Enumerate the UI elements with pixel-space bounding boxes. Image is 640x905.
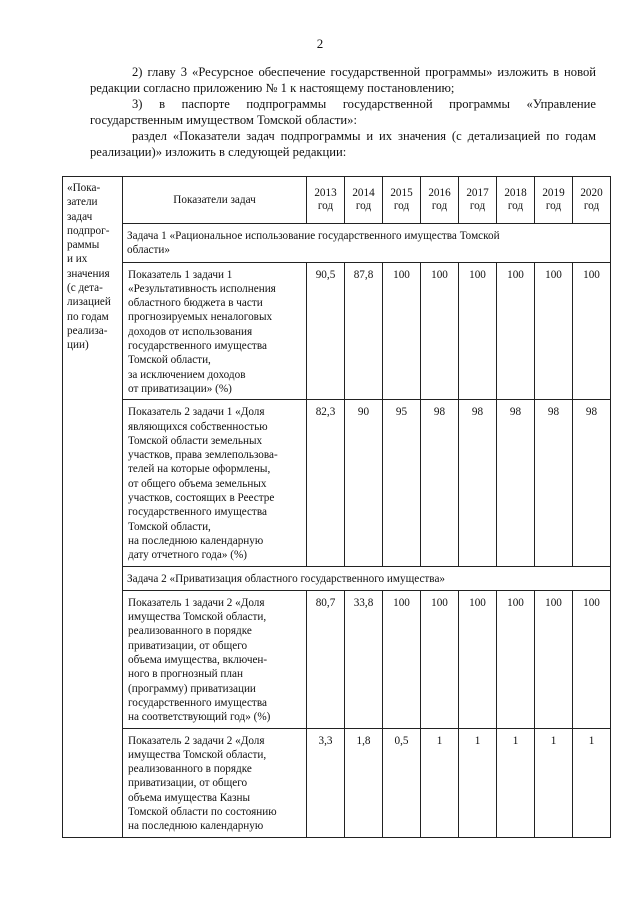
side-label-line: значения: [67, 267, 110, 280]
year-unit: год: [583, 200, 600, 212]
value-cell: 100: [535, 262, 573, 400]
side-label-line: по годам: [67, 310, 109, 323]
indicator-line: имущества Томской области,: [128, 748, 267, 761]
paragraph-text: 3) в паспорте подпрограммы государственной программы «Управление государственным имуществом Томской области»:: [90, 97, 596, 127]
indicator-line: на последнюю календарную: [128, 534, 264, 547]
value-cell: 95: [383, 400, 421, 566]
task-1-title: [123, 224, 611, 263]
year-header: [535, 177, 573, 224]
indicator-line: приватизации, от общего: [128, 777, 248, 790]
task-row: [63, 224, 611, 263]
indicator-line: государственного имущества: [128, 340, 267, 353]
indicator-line: Показатель 1 задачи 1: [128, 268, 233, 281]
year-value: 2016: [428, 186, 451, 199]
indicator-line: Показатель 2 задачи 1 «Доля: [128, 406, 265, 419]
value-cell: 100: [383, 262, 421, 400]
year-unit: год: [545, 200, 562, 212]
value-cell: 87,8: [345, 262, 383, 400]
indicator-line: Показатель 2 задачи 2 «Доля: [128, 734, 265, 747]
indicator-line: Томской области,: [128, 520, 211, 533]
indicator-line: «Результативность исполнения: [128, 282, 276, 295]
indicator-line: прогнозируемых неналоговых: [128, 311, 273, 324]
indicator-line: Томской области земельных: [128, 434, 263, 447]
indicator-line: ного в прогнозный план: [128, 668, 243, 681]
year-value: 2018: [504, 186, 527, 199]
indicator-line: государственного имущества: [128, 696, 267, 709]
year-value: 2013: [314, 186, 337, 199]
indicator-description: [123, 728, 307, 837]
year-header: [307, 177, 345, 224]
indicator-line: Томской области,: [128, 354, 211, 367]
value-cell: 98: [497, 400, 535, 566]
value-cell: 82,3: [307, 400, 345, 566]
indicator-line: объема имущества Казны: [128, 791, 250, 804]
year-unit: год: [469, 200, 486, 212]
table-row: [63, 400, 611, 566]
indicator-line: доходов от использования: [128, 325, 253, 338]
indicator-line: от общего объема земельных: [128, 477, 267, 490]
year-unit: год: [507, 200, 524, 212]
value-cell: 98: [573, 400, 611, 566]
paragraph-section: [90, 128, 596, 160]
value-cell: 0,5: [383, 728, 421, 837]
task-title-line: области»: [127, 244, 170, 257]
value-cell: 1: [535, 728, 573, 837]
table-header-row: [63, 177, 611, 224]
side-label-line: (с дета-: [67, 282, 103, 295]
value-cell: 100: [421, 590, 459, 728]
year-unit: год: [355, 200, 372, 212]
year-value: 2015: [390, 186, 413, 199]
year-value: 2020: [580, 186, 603, 199]
indicator-description: [123, 590, 307, 728]
side-label-line: подпрог-: [67, 224, 110, 237]
side-label-line: и их: [67, 253, 88, 266]
side-label-line: затели: [67, 196, 98, 209]
indicator-line: телей на которые оформлены,: [128, 463, 271, 476]
indicator-line: имущества Томской области,: [128, 611, 267, 624]
side-label-line: ции): [67, 339, 89, 352]
indicator-line: (программу) приватизации: [128, 682, 256, 695]
year-value: 2019: [542, 186, 565, 199]
year-unit: год: [317, 200, 334, 212]
side-label-line: «Пока-: [67, 182, 101, 194]
year-header: [383, 177, 421, 224]
indicator-description: [123, 262, 307, 400]
year-header: [459, 177, 497, 224]
value-cell: 1: [497, 728, 535, 837]
indicator-line: объема имущества, включен-: [128, 654, 268, 667]
value-cell: 100: [383, 590, 421, 728]
paragraph-item-3: [90, 96, 596, 128]
indicator-line: на соответствующий год» (%): [128, 711, 271, 724]
value-cell: 80,7: [307, 590, 345, 728]
year-header: [573, 177, 611, 224]
year-header: [497, 177, 535, 224]
indicator-line: Томской области по состоянию: [128, 805, 277, 818]
indicator-line: государственного имущества: [128, 506, 267, 519]
value-cell: 98: [535, 400, 573, 566]
year-header: [345, 177, 383, 224]
page-number: 2: [316, 36, 324, 51]
value-cell: 100: [497, 262, 535, 400]
value-cell: 100: [459, 590, 497, 728]
indicator-line: от приватизации» (%): [128, 382, 232, 395]
value-cell: 98: [459, 400, 497, 566]
value-cell: 1,8: [345, 728, 383, 837]
indicator-line: приватизации, от общего: [128, 639, 248, 652]
year-value: 2017: [466, 186, 489, 199]
value-cell: 90,5: [307, 262, 345, 400]
table-row: [63, 590, 611, 728]
value-cell: 3,3: [307, 728, 345, 837]
indicators-table: [62, 176, 611, 838]
table-row: [63, 728, 611, 837]
indicator-line: на последнюю календарную: [128, 820, 264, 833]
indicator-line: участков, состоящих в Реестре: [128, 492, 275, 505]
value-cell: 100: [573, 590, 611, 728]
value-cell: 100: [459, 262, 497, 400]
header-indicators: Показатели задач: [123, 177, 307, 224]
value-cell: 100: [421, 262, 459, 400]
year-header: [421, 177, 459, 224]
task-row: [63, 566, 611, 590]
task-title-line: Задача 1 «Рациональное использование государственного имущества Томской: [127, 230, 500, 242]
value-cell: 1: [421, 728, 459, 837]
indicator-line: являющихся собственностью: [128, 420, 268, 433]
side-label-line: реализа-: [67, 324, 108, 337]
indicator-line: реализованного в порядке: [128, 763, 252, 776]
indicator-line: Показатель 1 задачи 2 «Доля: [128, 596, 265, 609]
side-label-line: раммы: [67, 239, 100, 252]
side-label-cell: [63, 177, 123, 838]
paragraph-text: 2) главу 3 «Ресурсное обеспечение государственной программы» изложить в новой редакции согласно приложению № 1 к настоящему постановлению;: [90, 65, 596, 95]
indicator-line: дату отчетного года» (%): [128, 549, 247, 562]
indicator-line: за исключением доходов: [128, 368, 246, 381]
indicator-line: областного бюджета в части: [128, 297, 263, 310]
side-label-line: задач: [67, 210, 93, 223]
table-row: [63, 262, 611, 400]
indicator-line: реализованного в порядке: [128, 625, 252, 638]
value-cell: 100: [535, 590, 573, 728]
task-title-line: Задача 2 «Приватизация областного государственного имущества»: [127, 572, 446, 585]
value-cell: 90: [345, 400, 383, 566]
value-cell: 33,8: [345, 590, 383, 728]
indicator-description: [123, 400, 307, 566]
paragraph-text: раздел «Показатели задач подпрограммы и их значения (с детализацией по годам реализации)» изложить в следующей редакции:: [90, 129, 596, 159]
side-label-line: лизацией: [67, 296, 111, 309]
value-cell: 1: [573, 728, 611, 837]
task-2-title: [123, 566, 611, 590]
year-value: 2014: [352, 186, 375, 199]
value-cell: 100: [573, 262, 611, 400]
value-cell: 98: [421, 400, 459, 566]
year-unit: год: [431, 200, 448, 212]
paragraph-item-2: [90, 64, 596, 96]
year-unit: год: [393, 200, 410, 212]
value-cell: 100: [497, 590, 535, 728]
value-cell: 1: [459, 728, 497, 837]
indicator-line: участков, права землепользова-: [128, 449, 278, 462]
